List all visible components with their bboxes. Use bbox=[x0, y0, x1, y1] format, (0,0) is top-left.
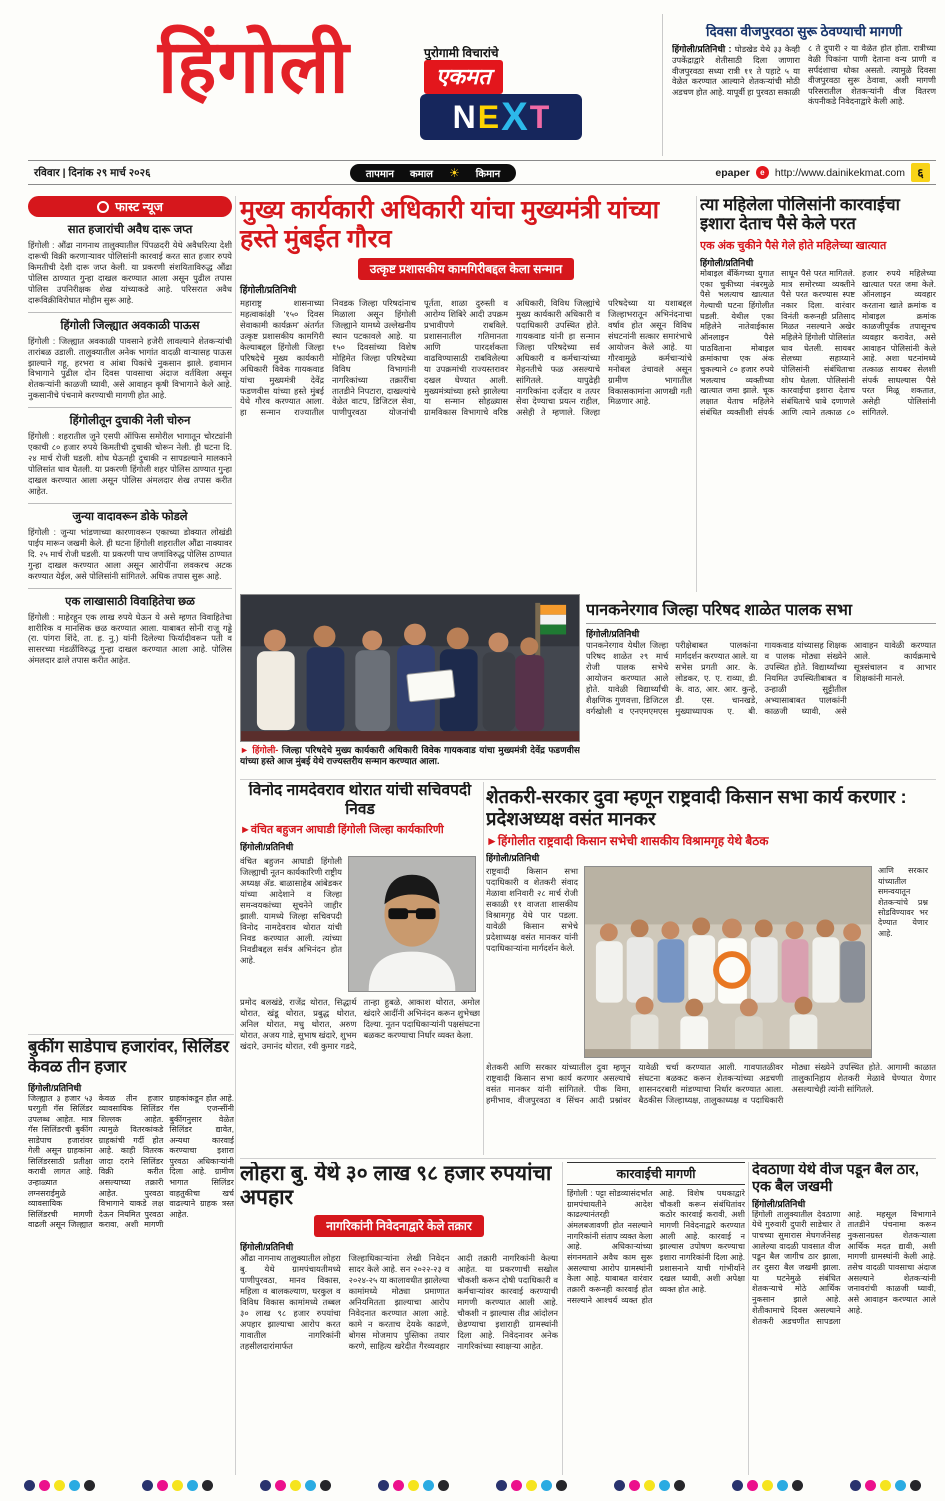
registration-marks-row bbox=[0, 1480, 945, 1491]
page-number: ६ bbox=[911, 163, 930, 182]
next-logo-letter: T bbox=[529, 98, 550, 135]
registration-dot bbox=[762, 1480, 773, 1491]
registration-dot bbox=[84, 1480, 95, 1491]
group-photo bbox=[584, 866, 872, 1058]
registration-dot bbox=[378, 1480, 389, 1491]
article-headline: त्या महिलेला पोलिसांनी कारवाईचा इशारा देताच पैसे केले परत bbox=[700, 196, 900, 234]
next-logo-letter: E bbox=[477, 98, 500, 135]
registration-dot bbox=[865, 1480, 876, 1491]
next-logo bbox=[420, 94, 582, 140]
news-item bbox=[28, 217, 232, 313]
news-item-body: हिंगोली : औंढा नागनाथ तालुक्यातील पिंपळदरी येथे अवैधरित्या देशी दारूची विक्री करणाऱ्यावर पोलिसांनी कारवाई करत सात हजार रुपये किमतीची देशी दारू जप्त केली. या प्रकरणी संशयिताविरुद्ध औंढा पोलिस ठाण्यात गुन्हा दाखल करण्यात आला असून पुढील तपास पोलिस उपनिरीक्षक शेख यांच्याकडे आहे. परिसरात अवैध दारूविक्रीविरोधात मोहीम सुरू आहे. bbox=[28, 240, 232, 305]
news-item-body: हिंगोली : जुन्या भांडणाच्या कारणावरून एकाच्या डोक्यात लोखंडी पाईप मारून जखमी केले. ही घटना हिंगोली शहरातील औंढा नाक्यावर दि. २५ मार्च रोजी घडली. या प्रकरणी पाच जणांविरुद्ध पोलिस ठाण्यात गुन्हा दाखल करण्यात आला असून आरोपींना लवकरच अटक करण्यात येईल, असे पोलिसांनी सांगितले. अधिक तपास सुरू आहे. bbox=[28, 526, 232, 581]
registration-dot bbox=[556, 1480, 567, 1491]
news-item bbox=[28, 313, 232, 409]
registration-dot bbox=[320, 1480, 331, 1491]
registration-dot bbox=[629, 1480, 640, 1491]
divider bbox=[240, 1158, 936, 1159]
registration-marks bbox=[22, 1480, 97, 1491]
article-body: शेतकरी आणि सरकार यांच्यातील दुवा म्हणून राष्ट्रवादी किसान सभा कार्य करणार असल्याचे वसंत मानकर यांनी सांगितले. पीक विमा, हमीभाव, वीजपुरवठा व सिंचन आदी प्रश्नांवर यावेळी चर्चा करण्यात आली. गावपातळीवर संघटना बळकट करून शेतकऱ्यांच्या अडचणी शासनदरबारी मांडण्याचा निर्धार करण्यात आला. बैठकीस जिल्हाध्यक्ष, तालुकाध्यक्ष व पदाधिकारी मोठ्या संख्येने उपस्थित होते. आगामी काळात तालुकानिहाय शेतकरी मेळावे घेण्यात येणार असल्याचेही त्यांनी सांगितले. bbox=[486, 1062, 936, 1106]
registration-dot bbox=[659, 1480, 670, 1491]
article-body: हिंगोली तालुक्यातील देवठाणा येथे गुरुवारी दुपारी साडेचार ते पाचच्या सुमारास मेघगर्जनेसह आलेल्या वादळी पावसात वीज पडून बैल जागीच ठार झाला, तर दुसरा बैल जखमी झाला. या घटनेमुळे संबंधित शेतकऱ्याचे मोठे आर्थिक नुकसान झाले आहे. शेतीकामाचे दिवस असल्याने शेतकरी अडचणीत सापडला आहे. महसूल विभागाने तातडीने पंचनामा करून नुकसानग्रस्त शेतकऱ्याला आर्थिक मदत द्यावी, अशी मागणी ग्रामस्थांनी केली आहे. तसेच वादळी पावसाचा अंदाज असल्याने शेतकऱ्यांनी जनावरांची काळजी घ्यावी, असे आवाहन करण्यात आले आहे. bbox=[752, 1209, 936, 1326]
weather-max-label: कमाल bbox=[409, 168, 433, 180]
registration-marks bbox=[258, 1480, 333, 1491]
news-item bbox=[28, 589, 232, 673]
weather-label: तापमान bbox=[365, 168, 394, 180]
top-right-article bbox=[672, 24, 936, 156]
registration-dot bbox=[275, 1480, 286, 1491]
lead-article bbox=[240, 196, 692, 570]
karwai-article bbox=[567, 1162, 745, 1475]
divider bbox=[235, 196, 236, 1475]
article-headline: लोहरा बु. येथे ३० लाख ९८ हजार रुपयांचा अपहार bbox=[240, 1162, 552, 1210]
registration-dot bbox=[747, 1480, 758, 1491]
news-item-body: हिंगोली : जिल्ह्यात अवकाळी पावसाने हजेरी लावल्याने शेतकऱ्यांची तारांबळ उडाली. तालुक्यातील अनेक भागांत वादळी वाऱ्यासह पाऊस झाल्याने गहू, हरभरा व आंबा पिकांचे नुकसान झाले. हवामान विभागाने पुढील दोन दिवस पावसाचा अंदाज वर्तविला असून शेतकऱ्यांनी काळजी घ्यावी, असे आवाहन कृषी विभागाने केले आहे. नुकसानीचे पंचनामे करण्याची मागणी होत आहे. bbox=[28, 335, 232, 401]
registration-dot bbox=[895, 1480, 906, 1491]
lead-photo-block bbox=[240, 594, 580, 778]
news-item-headline: हिंगोलीतून दुचाकी नेली चोरुन bbox=[69, 415, 191, 428]
returned-money-article bbox=[700, 196, 936, 592]
article-body: पानकनेरगाव येथील जिल्हा परिषद शाळेत २९ मार्च रोजी पालक सभेचे आयोजन करण्यात आले होते. यावेळी विद्यार्थ्यांची शैक्षणिक गुणवत्ता, डिजिटल वर्गखोली व एनएमएमएस परीक्षेबाबत पालकांना मार्गदर्शन करण्यात आले. या सभेस प्रगती आर. के. लोडकर, ए. ए. राव्या, डी. के. वाठ, आर. आर. कुन्हे, डी. एस. चानखडे, मुख्याध्यापक ए. बी. गायकवाड यांच्यासह शिक्षक व पालक मोठ्या संख्येने उपस्थित होते. विद्यार्थ्यांच्या नियमित उपस्थितीबाबत व उन्हाळी सुट्टीतील अभ्यासाबाबत पालकांनी काळजी घ्यावी, असे आवाहन यावेळी करण्यात आले. कार्यक्रमाचे सूत्रसंचालन व आभार शिक्षकांनी मानले. bbox=[586, 640, 936, 716]
fast-news-title: फास्ट न्यूज bbox=[115, 200, 163, 214]
registration-dot bbox=[39, 1480, 50, 1491]
lead-body: महाराष्ट्र शासनाच्या महत्वाकांक्षी '१५० दिवस सेवाकामी कार्यक्रम' अंतर्गत उत्कृष्ट प्रशासकीय कामगिरी केल्याबद्दल हिंगोली जिल्हा परिषदेचे मुख्य कार्यकारी अधिकारी विवेक गायकवाड यांचा मुख्यमंत्री देवेंद्र फडणवीस यांच्या हस्ते मुंबई येथे गौरव करण्यात आला. हा सन्मान राज्यातील निवडक जिल्हा परिषदांनाच मिळाला असून हिंगोली जिल्ह्याने यामध्ये उल्लेखनीय स्थान पटकावले आहे. या १५० दिवसांच्या विशेष मोहिमेत जिल्हा परिषदेच्या विविध विभागांनी नागरिकांच्या तक्रारींचा तातडीने निपटारा, दाखल्यांचे वेळेत वाटप, डिजिटल सेवा, पाणीपुरवठा योजनांची पूर्तता, शाळा दुरुस्ती व आरोग्य शिबिरे आदी उपक्रम प्रभावीपणे राबविले. प्रशासनातील गतिमानता आणि पारदर्शकता वाढविण्यासाठी राबविलेल्या या उपक्रमांची राज्यस्तरावर दखल घेण्यात आली. मुख्यमंत्र्यांच्या हस्ते झालेल्या या सन्मान सोहळ्यास ग्रामविकास विभागाचे वरिष्ठ अधिकारी, विविध जिल्ह्यांचे मुख्य कार्यकारी अधिकारी व पदाधिकारी उपस्थित होते. गायकवाड यांनी हा सन्मान जिल्हा परिषदेच्या सर्व अधिकारी व कर्मचाऱ्यांच्या मेहनतीचे फळ असल्याचे सांगितले. यापुढेही नागरिकांना दर्जेदार व तत्पर सेवा देण्याचा प्रयत्न राहील, असेही ते म्हणाले. जिल्हा परिषदेच्या या यशाबद्दल जिल्हाभरातून अभिनंदनाचा वर्षाव होत असून विविध संघटनांनी सत्कार समारंभाचे आयोजन केले आहे. या गौरवामुळे कर्मचाऱ्यांचे मनोबल उंचावले असून ग्रामीण भागातील विकासकामांना आणखी गती मिळणार आहे. bbox=[240, 298, 692, 418]
registration-dot bbox=[305, 1480, 316, 1491]
news-item-body: हिंगोली : शहरातील जुने एसपी ऑफिस समोरील भागातून चोरट्यांनी एकाची ८० हजार रुपये किमतीची दुचाकी चोरून नेली. ही घटना दि. २४ मार्च रोजी घडली. शोध घेऊनही दुचाकी न सापडल्याने मालकाने पोलिसांत धाव घेतली. या प्रकरणी हिंगोली शहर पोलिस ठाण्यात गुन्हा दाखल करण्यात आला असून पोलिस अंमलदार शेख तपास करीत आहेत. bbox=[28, 431, 232, 496]
lead-kicker: उत्कृष्ट प्रशासकीय कामगिरीबद्दल केला सन्मान bbox=[358, 258, 574, 280]
fast-news-section bbox=[28, 196, 232, 1034]
registration-dot bbox=[423, 1480, 434, 1491]
epaper-icon: e bbox=[756, 166, 769, 179]
sun-icon: ☀ bbox=[448, 165, 460, 180]
booking-article bbox=[28, 1038, 234, 1475]
devthana-article bbox=[752, 1162, 936, 1475]
registration-dot bbox=[910, 1480, 921, 1491]
registration-dot bbox=[526, 1480, 537, 1491]
article-body bbox=[672, 44, 936, 144]
brand-ekmat: एकमत bbox=[424, 60, 503, 94]
dateline: हिंगोली/प्रतिनिधी bbox=[700, 257, 754, 268]
article-text: घोडखेड येथे ३३ केव्ही उपकेंद्राद्वारे शेतीसाठी दिला जाणारा वीजपुरवठा सध्या रात्री ११ ते पहाटे ५ या वेळेत करण्यात आल्याने शेतकऱ्यांची मोठी अडचण होत आहे. यापूर्वी हा पुरवठा सकाळी ८ ते दुपारी २ या वेळेत होत होता. रात्रीच्या वेळी पिकांना पाणी देताना वन्य प्राणी व सर्पदंशाचा धोका असतो. त्यामुळे दिवसा वीजपुरवठा सुरू ठेवावा, अशी मागणी परिसरातील शेतकऱ्यांनी वीज वितरण कंपनीकडे निवेदनाद्वारे केली आहे. bbox=[672, 44, 936, 107]
dateline: हिंगोली/प्रतिनिधी : bbox=[672, 44, 735, 55]
registration-dot bbox=[614, 1480, 625, 1491]
article-headline: देवठाणा येथे वीज पडून बैल ठार, एक बैल जखमी bbox=[752, 1162, 919, 1196]
dateline: हिंगोली/प्रतिनिधी bbox=[240, 842, 294, 853]
photo-caption bbox=[240, 745, 580, 768]
registration-marks bbox=[494, 1480, 569, 1491]
registration-dot bbox=[777, 1480, 788, 1491]
epaper-strip bbox=[715, 163, 930, 182]
registration-dot bbox=[792, 1480, 803, 1491]
registration-dot bbox=[408, 1480, 419, 1491]
article-kicker: नागरिकांनी निवेदनाद्वारे केले तक्रार bbox=[314, 1215, 484, 1237]
registration-dot bbox=[438, 1480, 449, 1491]
dateline: हिंगोली/प्रतिनिधी bbox=[486, 853, 540, 864]
news-item-headline: एक लाखासाठी विवाहितेचा छळ bbox=[65, 595, 195, 608]
article-body: राष्ट्रवादी किसान सभा पदाधिकारी व शेतकरी संवाद मेळावा शनिवारी २८ मार्च रोजी सकाळी ११ वाजता शासकीय विश्रामगृह येथे पार पडला. यावेळी किसान सभेचे प्रदेशाध्यक्ष वसंत मानकर यांनी पदाधिकाऱ्यांना मार्गदर्शन केले. bbox=[486, 866, 578, 953]
divider bbox=[240, 779, 936, 780]
registration-dot bbox=[172, 1480, 183, 1491]
article-headline: दिवसा वीजपुरवठा सुरू ठेवण्याची मागणी bbox=[705, 24, 903, 39]
article-body-names: प्रमोद बलखंडे, राजेंद्र थोरात, सिद्धार्थ थोरात, खंडू थोरात, प्रबुद्ध थोरात, अनिल थोरात, मधु थोरात, अरुण थोरात, अजय गाडे, सुभाष खंदारे, शुभम खंदारे, उमानंद थोरात, रवी कुमार गडदे, तान्हा हुबळे, आकाश थोरात, अमोल खंदारे आदींनी अभिनंदन करून शुभेच्छा दिल्या. नूतन पदाधिकाऱ्यांनी पक्षसंघटना बळकट करण्याचा निर्धार व्यक्त केला. bbox=[240, 997, 480, 1051]
secretary-content-row bbox=[240, 856, 480, 992]
divider bbox=[662, 14, 663, 156]
registration-marks bbox=[140, 1480, 215, 1491]
news-item bbox=[28, 504, 232, 589]
registration-dot bbox=[674, 1480, 685, 1491]
caption-text: जिल्हा परिषदेचे मुख्य कार्यकारी अधिकारी विवेक गायकवाड यांचा मुख्यमंत्री देवेंद्र फडणवीस यांच्या हस्ते आज मुंबई येथे राज्यस्तरीय सन्मान करण्यात आला. bbox=[240, 745, 580, 767]
news-item-body: हिंगोली : माहेरहून एक लाख रुपये घेऊन ये असे म्हणत विवाहितेचा शारीरिक व मानसिक छळ करण्यात आला. याबाबत सोनी राजू गड्डे (रा. पांगरा शिंदे, ता. ह. नु.) यांनी दिलेल्या फिर्यादीवरून पती व सासरच्या मंडळींविरुद्ध गुन्हा दाखल करण्यात आला आहे. पोलिस अंमलदार ढाले तपास करीत आहेत. bbox=[28, 611, 232, 666]
news-item-headline: जुन्या वादावरून डोके फोडले bbox=[72, 510, 188, 523]
registration-dot bbox=[260, 1480, 271, 1491]
next-logo-letter: X bbox=[501, 94, 528, 139]
registration-dot bbox=[187, 1480, 198, 1491]
registration-dot bbox=[24, 1480, 35, 1491]
article-headline: बुकींग साडेपाच हजारांवर, सिलिंडर केवळ तीन हजार bbox=[28, 1038, 230, 1076]
registration-dot bbox=[202, 1480, 213, 1491]
divider bbox=[748, 1162, 749, 1475]
kisan-sabha-article bbox=[486, 786, 936, 1155]
secretary-article bbox=[240, 782, 480, 1155]
registration-dot bbox=[644, 1480, 655, 1491]
registration-dot bbox=[69, 1480, 80, 1491]
dateline: हिंगोली/प्रतिनिधी bbox=[240, 285, 297, 296]
article-headline: शेतकरी-सरकार दुवा म्हणून राष्ट्रवादी किसान सभा कार्य करणार : प्रदेशअध्यक्ष वसंत मानकर bbox=[486, 786, 907, 829]
article-kicker: ►हिंगोलीत राष्ट्रवादी किसान सभेची शासकीय विश्रामगृह येथे बैठक bbox=[486, 834, 769, 849]
news-item-headline: हिंगोली जिल्ह्यात अवकाळी पाऊस bbox=[60, 319, 200, 332]
edition-date: रविवार | दिनांक २९ मार्च २०२६ bbox=[34, 166, 151, 179]
fast-news-header bbox=[28, 196, 232, 217]
divider bbox=[696, 196, 697, 592]
article-headline: कारवाईची मागणी bbox=[567, 1162, 745, 1185]
epaper-label: epaper bbox=[715, 166, 750, 179]
site-url[interactable]: http://www.dainikekmat.com bbox=[774, 166, 905, 179]
weather-min-label: किमान bbox=[475, 168, 501, 180]
registration-marks bbox=[612, 1480, 687, 1491]
edition-strip bbox=[28, 160, 936, 185]
dateline: हिंगोली/प्रतिनिधी bbox=[752, 1198, 806, 1209]
registration-marks bbox=[730, 1480, 805, 1491]
registration-dot bbox=[496, 1480, 507, 1491]
divider bbox=[562, 1162, 563, 1475]
article-body: आणि सरकार यांच्यातील समन्वयातून शेतकऱ्यांचे प्रश्न सोडविण्यावर भर देण्यात येणार आहे. bbox=[878, 866, 928, 938]
next-logo-letter: N bbox=[452, 98, 476, 135]
weather-bar bbox=[350, 164, 516, 182]
award-ceremony-photo bbox=[240, 594, 580, 742]
registration-dot bbox=[511, 1480, 522, 1491]
news-item-headline: सात हजारांची अवैध दारू जप्त bbox=[67, 224, 193, 236]
registration-dot bbox=[850, 1480, 861, 1491]
lead-headline: मुख्य कार्यकारी अधिकारी यांचा मुख्यमंत्री यांच्या हस्ते मुंबईत गौरव bbox=[240, 196, 660, 253]
caption-arrow-icon: ► हिंगोली- bbox=[240, 745, 279, 755]
registration-marks bbox=[376, 1480, 451, 1491]
divider bbox=[28, 1034, 234, 1035]
registration-dot bbox=[880, 1480, 891, 1491]
dateline: हिंगोली/प्रतिनिधी bbox=[586, 629, 640, 639]
article-body: हिंगोली : पट्टा सोडव्यासंदर्भात ग्रामपंचायतीने आदेश काढल्यानंतरही अंमलबजावणी होत नसल्याने नागरिकांनी संताप व्यक्त केला आहे. अधिकाऱ्यांच्या संगनमताने अवैध काम सुरू असल्याचा आरोप ग्रामस्थांनी केला आहे. याबाबत वारंवार तक्रारी करूनही कारवाई होत नसल्याने आश्चर्य व्यक्त होत आहे. विशेष पथकाद्वारे चौकशी करून संबंधितांवर कठोर कारवाई करावी, अशी मागणी निवेदनाद्वारे करण्यात आली आहे. कारवाई न झाल्यास उपोषण करण्याचा इशारा नागरिकांनी दिला आहे. प्रशासनाने याची गांभीर्याने दखल घ्यावी, अशी अपेक्षा व्यक्त होत आहे. bbox=[567, 1189, 745, 1305]
article-body: औंढा नागनाथ तालुक्यातील लोहरा बु. येथे ग्रामपंचायतीमध्ये पाणीपुरवठा, मानव विकास, महिला व बालकल्याण, घरकुल व विविध विकास कामांमध्ये तब्बल ३० लाख ९८ हजार रुपयांचा अपहार झाल्याचा आरोप करत गावातील नागरिकांनी तहसीलदारांमार्फत जिल्हाधिकाऱ्यांना लेखी निवेदन सादर केले आहे. सन २०२२-२३ व २०२४-२५ या कालावधीत झालेल्या कामांमध्ये मोठ्या प्रमाणात अनियमितता झाल्याचा आरोप निवेदनात करण्यात आला आहे. कामे न करताच देयके काढणे, बोगस मोजमाप पुस्तिका तयार करणे, साहित्य खरेदीत गैरव्यवहार आदी तक्रारी नागरिकांनी केल्या आहेत. या प्रकरणाची सखोल चौकशी करून दोषी पदाधिकारी व कर्मचाऱ्यांवर कारवाई करण्याची मागणी करण्यात आली आहे. चौकशी न झाल्यास तीव्र आंदोलन छेडण्याचा इशाराही ग्रामस्थांनी दिला आहे. निवेदनावर अनेक नागरिकांच्या स्वाक्षऱ्या आहेत. bbox=[240, 1253, 558, 1351]
registration-dot bbox=[393, 1480, 404, 1491]
registration-dot bbox=[157, 1480, 168, 1491]
divider bbox=[483, 782, 484, 1155]
article-headline: पानकनेरगाव जिल्हा परिषद शाळेत पालक सभा bbox=[586, 598, 936, 624]
article-kicker: ►वंचित बहुजन आघाडी हिंगोली जिल्हा कार्यकारिणी bbox=[240, 824, 444, 837]
registration-dot bbox=[732, 1480, 743, 1491]
registration-dot bbox=[142, 1480, 153, 1491]
registration-dot bbox=[54, 1480, 65, 1491]
dateline: हिंगोली/प्रतिनिधी bbox=[28, 1082, 82, 1093]
news-item bbox=[28, 408, 232, 504]
target-icon bbox=[97, 201, 109, 213]
palak-sabha-article bbox=[586, 598, 936, 778]
kisan-content-row bbox=[486, 866, 936, 1058]
article-body: वंचित बहुजन आघाडी हिंगोली जिल्ह्याची नूतन कार्यकारिणी राष्ट्रीय अध्यक्ष ॲड. बाळासाहेब आंबेडकर यांच्या आदेशाने व जिल्हा समन्वयकांच्या सूचनेने जाहीर झाली. यामध्ये जिल्हा सचिवपदी विनोद नामदेवराव थोरात यांची निवड करण्यात आली. त्यांच्या निवडीबद्दल सर्वत्र अभिनंदन होत आहे. bbox=[240, 856, 342, 965]
masthead-tagline: पुरोगामी विचारांचे bbox=[424, 46, 499, 60]
masthead-title: हिंगोली bbox=[158, 25, 350, 108]
registration-marks bbox=[848, 1480, 923, 1491]
lohara-article bbox=[240, 1162, 558, 1475]
portrait-photo bbox=[348, 856, 476, 992]
article-subhead: एक अंक चुकीने पैसे गेले होते महिलेच्या खात्यात bbox=[700, 239, 887, 252]
article-headline: विनोद नामदेवराव थोरात यांची सचिवपदी निवड bbox=[248, 782, 472, 818]
registration-dot bbox=[290, 1480, 301, 1491]
article-body: जिल्ह्यात ३ हजार ५३ घरगुती गॅस सिलिंडर उपलब्ध आहेत. मात्र गॅस सिलिंडरची बुकींग साडेपाच हजारांवर गेली असून ग्राहकांना सिलिंडरसाठी प्रतीक्षा करावी लागत आहे. उन्हाळ्यात लग्नसराईमुळे व्यावसायिक सिलिंडरची मागणी वाढली असून जिल्ह्यात केवळ तीन हजार व्यावसायिक सिलिंडर शिल्लक आहेत. त्यामुळे वितरकांकडे ग्राहकांची गर्दी होत आहे. काही वितरक जादा दराने सिलिंडर विक्री करीत असल्याच्या तक्रारी आहेत. पुरवठा विभागाने याकडे लक्ष देऊन नियमित पुरवठा करावा, अशी मागणी ग्राहकांकडून होत आहे. गॅस एजन्सींनी बुकींगनुसार वेळेत सिलिंडर द्यावेत, अन्यथा कारवाई करण्याचा इशारा पुरवठा अधिकाऱ्यांनी दिला आहे. ग्रामीण भागात सिलिंडर वाहतुकीचा खर्च वाढल्याने ग्राहक त्रस्त आहेत. bbox=[28, 1093, 234, 1230]
dateline: हिंगोली/प्रतिनिधी bbox=[240, 1242, 294, 1253]
article-body: मोबाइल बँकिंगच्या युगात एका चुकीच्या नंबरमुळे पैसे भलत्याच खात्यात गेल्याची घटना हिंगोलीत घडली. येथील एका महिलेने नातेवाईकास ऑनलाइन पैसे पाठविताना मोबाइल क्रमांकाचा एक अंक चुकल्याने ८० हजार रुपये भलत्याच व्यक्तीच्या खात्यात जमा झाले. चूक लक्षात येताच महिलेने संबंधित व्यक्तीशी संपर्क साधून पैसे परत मागितले. मात्र समोरच्या व्यक्तीने पैसे परत करण्यास स्पष्ट नकार दिला. वारंवार विनंती करूनही प्रतिसाद मिळत नसल्याने अखेर महिलेने हिंगोली पोलिसांत धाव घेतली. सायबर सेलच्या सहाय्याने पोलिसांनी संबंधिताचा शोध घेतला. पोलिसांनी कारवाईचा इशारा देताच संबंधिताचे धाबे दणाणले आणि त्याने तत्काळ ८० हजार रुपये महिलेच्या खात्यात परत जमा केले. ऑनलाइन व्यवहार करताना खाते क्रमांक व मोबाइल क्रमांक काळजीपूर्वक तपासूनच व्यवहार करावेत, असे आवाहन पोलिसांनी केले आहे. अशा घटनांमध्ये तत्काळ सायबर सेलशी संपर्क साधल्यास पैसे परत मिळू शकतात, असेही पोलिसांनी सांगितले. bbox=[700, 268, 936, 417]
registration-dot bbox=[541, 1480, 552, 1491]
